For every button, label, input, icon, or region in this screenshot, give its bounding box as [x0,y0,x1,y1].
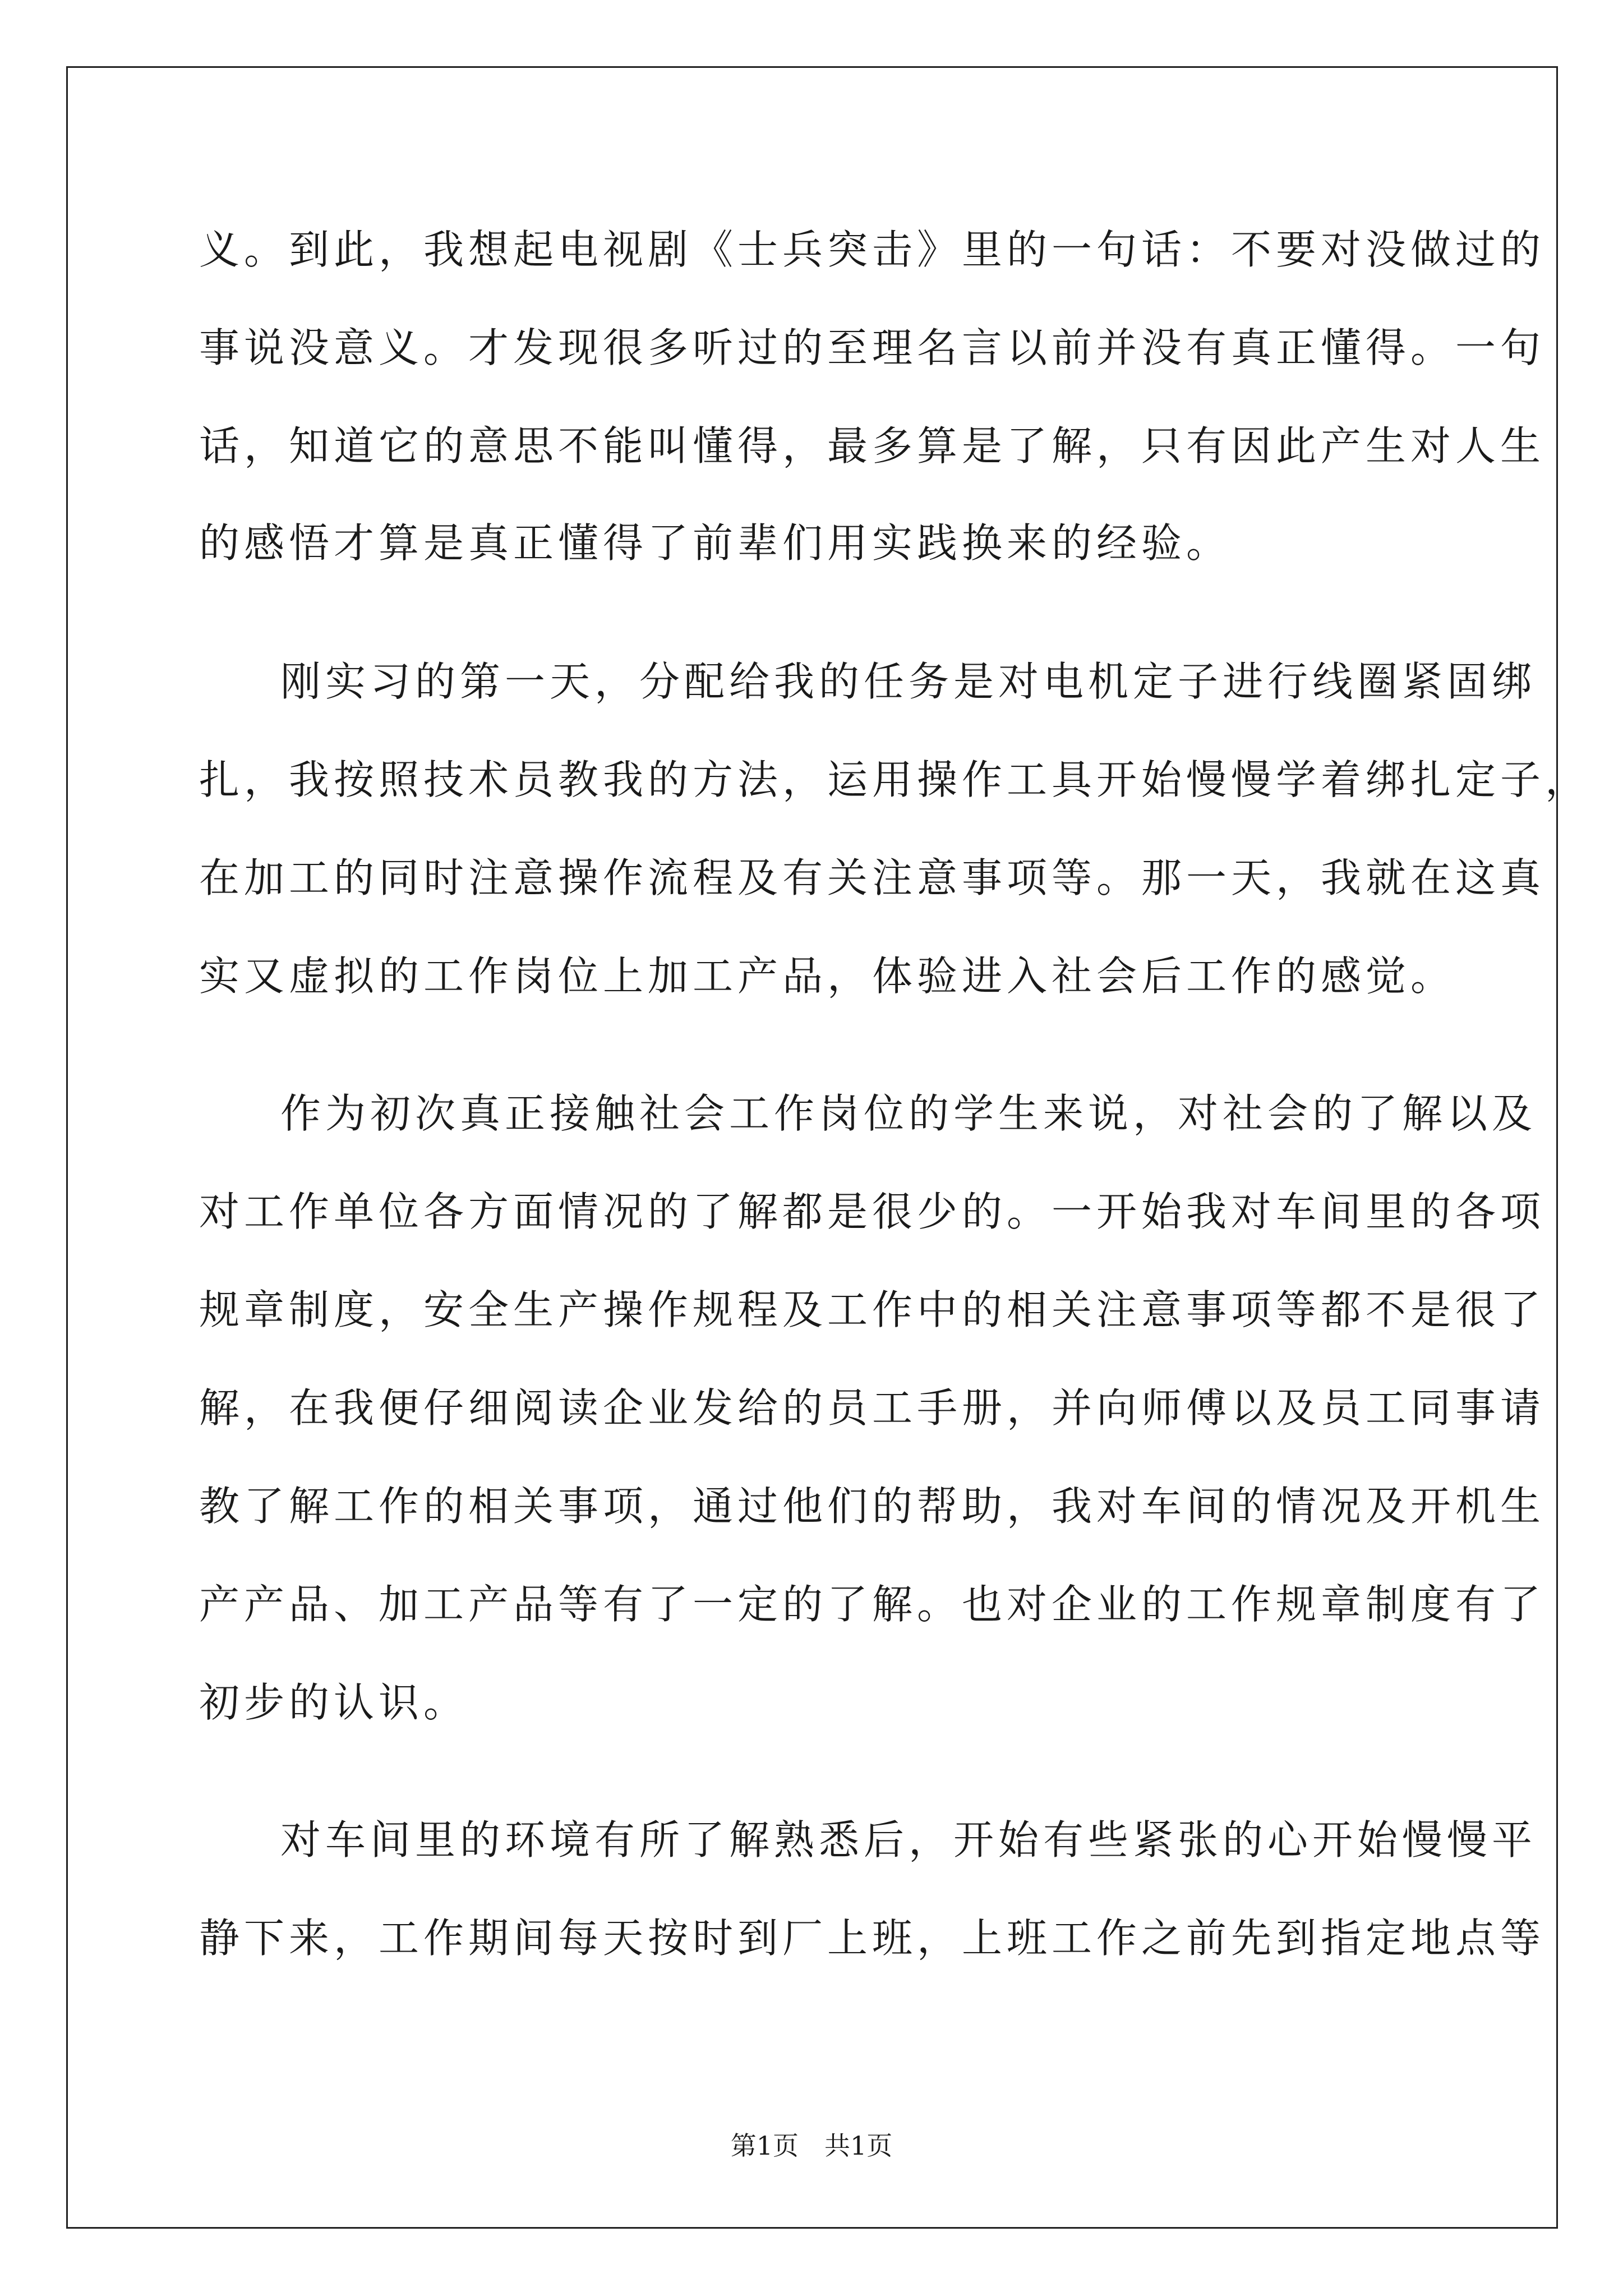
text-line: 初步的认识。 [199,1679,469,1726]
text-line: 话，知道它的意思不能叫懂得，最多算是了解，只有因此产生对人生 [199,422,1546,470]
text-line: 解，在我便仔细阅读企业发给的员工手册，并向师傅以及员工同事请 [199,1384,1546,1432]
text-line: 规章制度，安全生产操作规程及工作中的相关注意事项等都不是很了 [199,1286,1546,1333]
page-footer: 第1页 共1页 [730,2131,893,2161]
text-line: 在加工的同时注意操作流程及有关注意事项等。那一天，我就在这真 [199,854,1546,901]
text-line: 的感悟才算是真正懂得了前辈们用实践换来的经验。 [199,519,1232,567]
text-line: 对工作单位各方面情况的了解都是很少的。一开始我对车间里的各项 [199,1188,1546,1235]
paragraph-first-line: 作为初次真正接触社会工作岗位的学生来说，对社会的了解以及 [280,1090,1537,1137]
text-line: 扎，我按照技术员教我的方法，运用操作工具开始慢慢学着绑扎定子， [199,756,1590,803]
text-line: 义。到此，我想起电视剧《士兵突击》里的一句话：不要对没做过的 [199,226,1546,273]
text-line: 实又虚拟的工作岗位上加工产品，体验进入社会后工作的感觉。 [199,953,1456,1000]
paragraph-first-line: 刚实习的第一天，分配给我的任务是对电机定子进行线圈紧固绑 [280,658,1537,705]
text-line: 教了解工作的相关事项，通过他们的帮助，我对车间的情况及开机生 [199,1483,1546,1530]
text-line: 静下来，工作期间每天按时到厂上班，上班工作之前先到指定地点等 [199,1915,1546,1962]
text-line: 产产品、加工产品等有了一定的了解。也对企业的工作规章制度有了 [199,1581,1546,1628]
paragraph-first-line: 对车间里的环境有所了解熟悉后，开始有些紧张的心开始慢慢平 [280,1816,1537,1864]
text-line: 事说没意义。才发现很多听过的至理名言以前并没有真正懂得。一句 [199,324,1546,371]
